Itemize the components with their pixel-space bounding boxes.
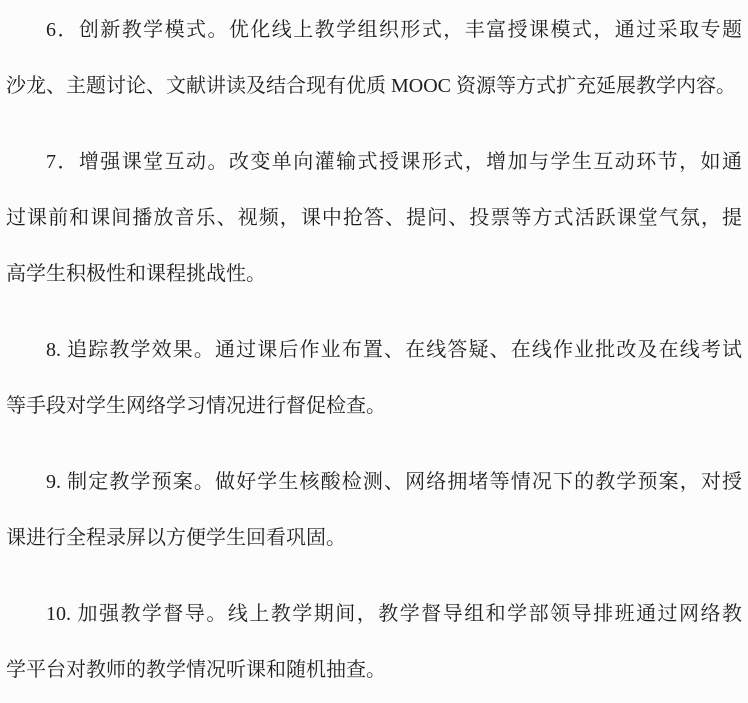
paragraph-6-line-2: 沙龙、主题讨论、文献讲读及结合现有优质 MOOC 资源等方式扩充延展教学内容。 (6, 75, 737, 97)
paragraph-7-line-1: 7．增强课堂互动。改变单向灌输式授课形式，增加与学生互动环节，如通 (46, 151, 742, 173)
paragraph-7-line-3: 高学生积极性和课程挑战性。 (6, 263, 266, 285)
paragraph-9-line-2: 课进行全程录屏以方便学生回看巩固。 (6, 527, 346, 549)
paragraph-8 (6, 322, 742, 434)
paragraph-6-line-1: 6．创新教学模式。优化线上教学组织形式，丰富授课模式，通过采取专题 (46, 19, 742, 41)
paragraph-10-line-2: 学平台对教师的教学情况听课和随机抽查。 (6, 659, 386, 681)
paragraph-9-line-1: 9. 制定教学预案。做好学生核酸检测、网络拥堵等情况下的教学预案，对授 (46, 471, 742, 493)
paragraph-6 (6, 2, 742, 114)
paragraph-10 (6, 586, 742, 698)
paragraph-8-line-1: 8. 追踪教学效果。通过课后作业布置、在线答疑、在线作业批改及在线考试 (46, 339, 742, 361)
paragraph-10-line-1: 10. 加强教学督导。线上教学期间，教学督导组和学部领导排班通过网络教 (46, 603, 742, 625)
paragraph-7 (6, 134, 742, 302)
paragraph-9 (6, 454, 742, 566)
paragraph-8-line-2: 等手段对学生网络学习情况进行督促检查。 (6, 395, 386, 417)
paragraph-7-line-2: 过课前和课间播放音乐、视频，课中抢答、提问、投票等方式活跃课堂气氛，提 (6, 207, 742, 229)
